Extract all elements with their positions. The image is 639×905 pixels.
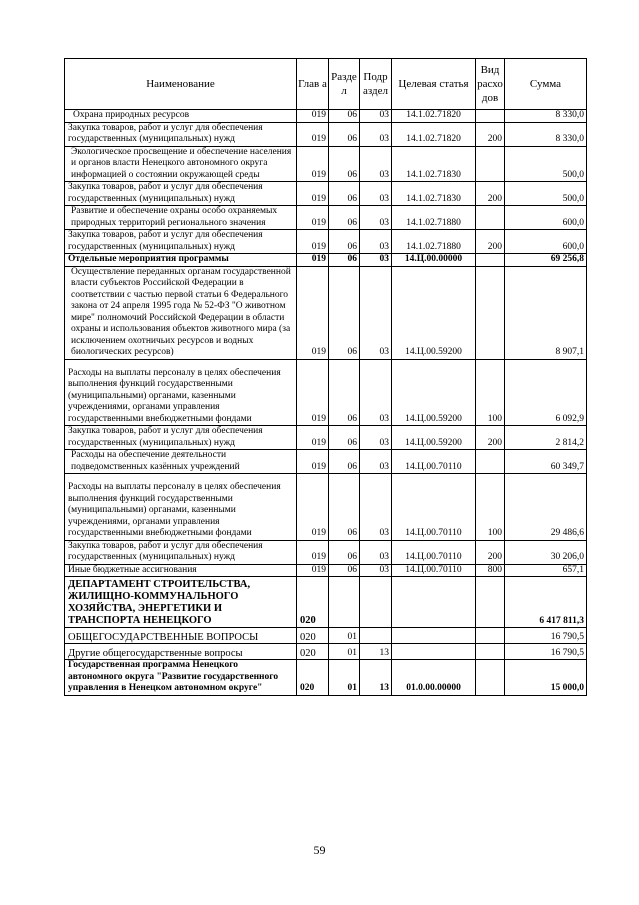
table-row [65, 266, 587, 359]
table-row [65, 564, 587, 577]
row-chapter: 019 [297, 110, 329, 123]
row-sum: 500,0 [505, 182, 587, 206]
row-sum: 8 907,1 [505, 266, 587, 359]
row-subsection: 03 [360, 206, 392, 230]
row-target: 14.Ц.00.70110 [392, 540, 476, 564]
header-sum: Сумма [505, 59, 587, 110]
row-subsection: 13 [360, 660, 392, 696]
row-expense-type: 200 [476, 122, 505, 146]
row-expense-type: 200 [476, 540, 505, 564]
row-expense-type [476, 266, 505, 359]
row-target: 14.1.02.71880 [392, 206, 476, 230]
row-sum: 69 256,8 [505, 254, 587, 267]
row-name: Другие общегосударственные вопросы [65, 644, 297, 660]
row-sum: 29 486,6 [505, 474, 587, 541]
row-expense-type: 200 [476, 182, 505, 206]
row-subsection: 03 [360, 450, 392, 474]
row-chapter: 020 [297, 577, 329, 628]
table-row [65, 122, 587, 146]
row-target: 14.1.02.71830 [392, 182, 476, 206]
table-header-row [65, 59, 587, 110]
row-subsection: 03 [360, 359, 392, 426]
row-subsection [360, 628, 392, 644]
row-subsection: 03 [360, 230, 392, 254]
row-name: Расходы на обеспечение деятельности подведомственных казённых учреждений [65, 450, 297, 474]
row-name: Закупка товаров, работ и услуг для обеспечения государственных (муниципальных) нужд [65, 182, 297, 206]
table-row [65, 540, 587, 564]
table-row [65, 426, 587, 450]
row-sum: 6 417 811,3 [505, 577, 587, 628]
row-section: 06 [329, 230, 360, 254]
row-section: 06 [329, 254, 360, 267]
row-expense-type [476, 644, 505, 660]
row-chapter: 019 [297, 230, 329, 254]
row-chapter: 019 [297, 426, 329, 450]
row-target [392, 644, 476, 660]
row-subsection [360, 577, 392, 628]
header-chapter: Глав а [297, 59, 329, 110]
row-name: Закупка товаров, работ и услуг для обеспечения государственных (муниципальных) нужд [65, 230, 297, 254]
header-expense-type: Вид расхо дов [476, 59, 505, 110]
row-name: ДЕПАРТАМЕНТ СТРОИТЕЛЬСТВА, ЖИЛИЩНО-КОММУНАЛЬНОГО ХОЗЯЙСТВА, ЭНЕРГЕТИКИ И ТРАНСПОРТА НЕНЕЦКОГО [65, 577, 297, 628]
row-target: 14.Ц.00.59200 [392, 426, 476, 450]
row-chapter: 020 [297, 660, 329, 696]
page-number: 59 [313, 843, 326, 857]
row-target: 14.1.02.71830 [392, 146, 476, 182]
row-subsection: 03 [360, 540, 392, 564]
row-section: 06 [329, 426, 360, 450]
row-section: 06 [329, 182, 360, 206]
table-row [65, 450, 587, 474]
row-name: Закупка товаров, работ и услуг для обеспечения государственных (муниципальных) нужд [65, 122, 297, 146]
row-name: ОБЩЕГОСУДАРСТВЕННЫЕ ВОПРОСЫ [65, 628, 297, 644]
row-sum: 2 814,2 [505, 426, 587, 450]
row-chapter: 020 [297, 628, 329, 644]
row-chapter: 019 [297, 146, 329, 182]
row-sum: 500,0 [505, 146, 587, 182]
row-chapter: 019 [297, 564, 329, 577]
row-expense-type [476, 110, 505, 123]
table-row [65, 230, 587, 254]
row-section: 06 [329, 206, 360, 230]
row-chapter: 019 [297, 122, 329, 146]
row-section: 06 [329, 266, 360, 359]
table-row [65, 206, 587, 230]
row-section: 01 [329, 628, 360, 644]
row-name: Экологическое просвещение и обеспечение населения и органов власти Ненецкого автономного округа информацией о состоянии окружающей среды [65, 146, 297, 182]
row-section: 06 [329, 359, 360, 426]
row-section: 06 [329, 146, 360, 182]
row-sum: 657,1 [505, 564, 587, 577]
row-target: 01.0.00.00000 [392, 660, 476, 696]
row-sum: 60 349,7 [505, 450, 587, 474]
row-target [392, 577, 476, 628]
row-expense-type [476, 254, 505, 267]
row-target: 14.Ц.00.70110 [392, 450, 476, 474]
row-subsection: 13 [360, 644, 392, 660]
row-expense-type: 200 [476, 426, 505, 450]
row-subsection: 03 [360, 266, 392, 359]
table-row [65, 359, 587, 426]
row-subsection: 03 [360, 254, 392, 267]
row-target: 14.1.02.71880 [392, 230, 476, 254]
row-name: Государственная программа Ненецкого автономного округа "Развитие государственного управления в Ненецком автономном округе" [65, 660, 297, 696]
row-expense-type: 800 [476, 564, 505, 577]
row-sum: 8 330,0 [505, 110, 587, 123]
row-chapter: 019 [297, 359, 329, 426]
row-expense-type: 100 [476, 359, 505, 426]
row-target: 14.Ц.00.70110 [392, 564, 476, 577]
table-row [65, 110, 587, 123]
row-expense-type [476, 206, 505, 230]
table-row [65, 182, 587, 206]
row-section [329, 577, 360, 628]
row-chapter: 019 [297, 254, 329, 267]
row-chapter: 019 [297, 182, 329, 206]
row-expense-type [476, 628, 505, 644]
budget-table [64, 58, 587, 696]
row-section: 01 [329, 644, 360, 660]
row-target: 14.1.02.71820 [392, 122, 476, 146]
row-sum: 600,0 [505, 206, 587, 230]
row-expense-type [476, 450, 505, 474]
row-chapter: 019 [297, 474, 329, 541]
table-row [65, 628, 587, 644]
row-name: Развитие и обеспечение охраны особо охраняемых природных территорий регионального значения [65, 206, 297, 230]
row-chapter: 019 [297, 450, 329, 474]
row-sum: 600,0 [505, 230, 587, 254]
row-name: Осуществление переданных органам государственной власти субъектов Российской Федерации в соответствии с частью первой статьи 6 Федерального закона от 24 апреля 1995 года № 52-ФЗ "О животном мире" полномочий Российской Федерации в области охраны и использования объектов животного мира (за исключением охотничьих ресурсов и водных биологических ресурсов) [65, 266, 297, 359]
row-target: 14.Ц.00.59200 [392, 266, 476, 359]
row-subsection: 03 [360, 426, 392, 450]
row-subsection: 03 [360, 110, 392, 123]
table-row [65, 254, 587, 267]
row-sum: 8 330,0 [505, 122, 587, 146]
row-expense-type [476, 146, 505, 182]
row-chapter: 019 [297, 206, 329, 230]
row-sum: 30 206,0 [505, 540, 587, 564]
row-name: Закупка товаров, работ и услуг для обеспечения государственных (муниципальных) нужд [65, 540, 297, 564]
row-subsection: 03 [360, 474, 392, 541]
table-row [65, 146, 587, 182]
header-section: Разде л [329, 59, 360, 110]
row-section: 06 [329, 474, 360, 541]
row-sum: 16 790,5 [505, 644, 587, 660]
row-name: Иные бюджетные ассигнования [65, 564, 297, 577]
row-sum: 15 000,0 [505, 660, 587, 696]
row-subsection: 03 [360, 122, 392, 146]
row-subsection: 03 [360, 182, 392, 206]
row-name: Закупка товаров, работ и услуг для обеспечения государственных (муниципальных) нужд [65, 426, 297, 450]
row-name: Отдельные мероприятия программы [65, 254, 297, 267]
header-name: Наименование [65, 59, 297, 110]
row-subsection: 03 [360, 564, 392, 577]
row-target [392, 628, 476, 644]
row-expense-type [476, 660, 505, 696]
row-chapter: 020 [297, 644, 329, 660]
row-target: 14.Ц.00.59200 [392, 359, 476, 426]
header-target: Целевая статья [392, 59, 476, 110]
row-section: 06 [329, 122, 360, 146]
table-row [65, 644, 587, 660]
row-expense-type: 100 [476, 474, 505, 541]
table-row [65, 474, 587, 541]
row-section: 06 [329, 564, 360, 577]
row-target: 14.Ц.00.70110 [392, 474, 476, 541]
table-row [65, 577, 587, 628]
row-expense-type: 200 [476, 230, 505, 254]
table-row [65, 660, 587, 696]
row-chapter: 019 [297, 266, 329, 359]
row-section: 06 [329, 110, 360, 123]
row-name: Расходы на выплаты персоналу в целях обеспечения выполнения функций государственными (муниципальными) органами, казенными учреждениями, органами управления государственными внебюджетными фондами [65, 359, 297, 426]
row-section: 01 [329, 660, 360, 696]
row-expense-type [476, 577, 505, 628]
row-chapter: 019 [297, 540, 329, 564]
row-subsection: 03 [360, 146, 392, 182]
row-target: 14.1.02.71820 [392, 110, 476, 123]
header-subsection: Подр аздел [360, 59, 392, 110]
row-name: Расходы на выплаты персоналу в целях обеспечения выполнения функций государственными (муниципальными) органами, казенными учреждениями, органами управления государственными внебюджетными фондами [65, 474, 297, 541]
row-section: 06 [329, 450, 360, 474]
row-target: 14.Ц.00.00000 [392, 254, 476, 267]
row-name: Охрана природных ресурсов [65, 110, 297, 123]
row-section: 06 [329, 540, 360, 564]
row-sum: 16 790,5 [505, 628, 587, 644]
row-sum: 6 092,9 [505, 359, 587, 426]
